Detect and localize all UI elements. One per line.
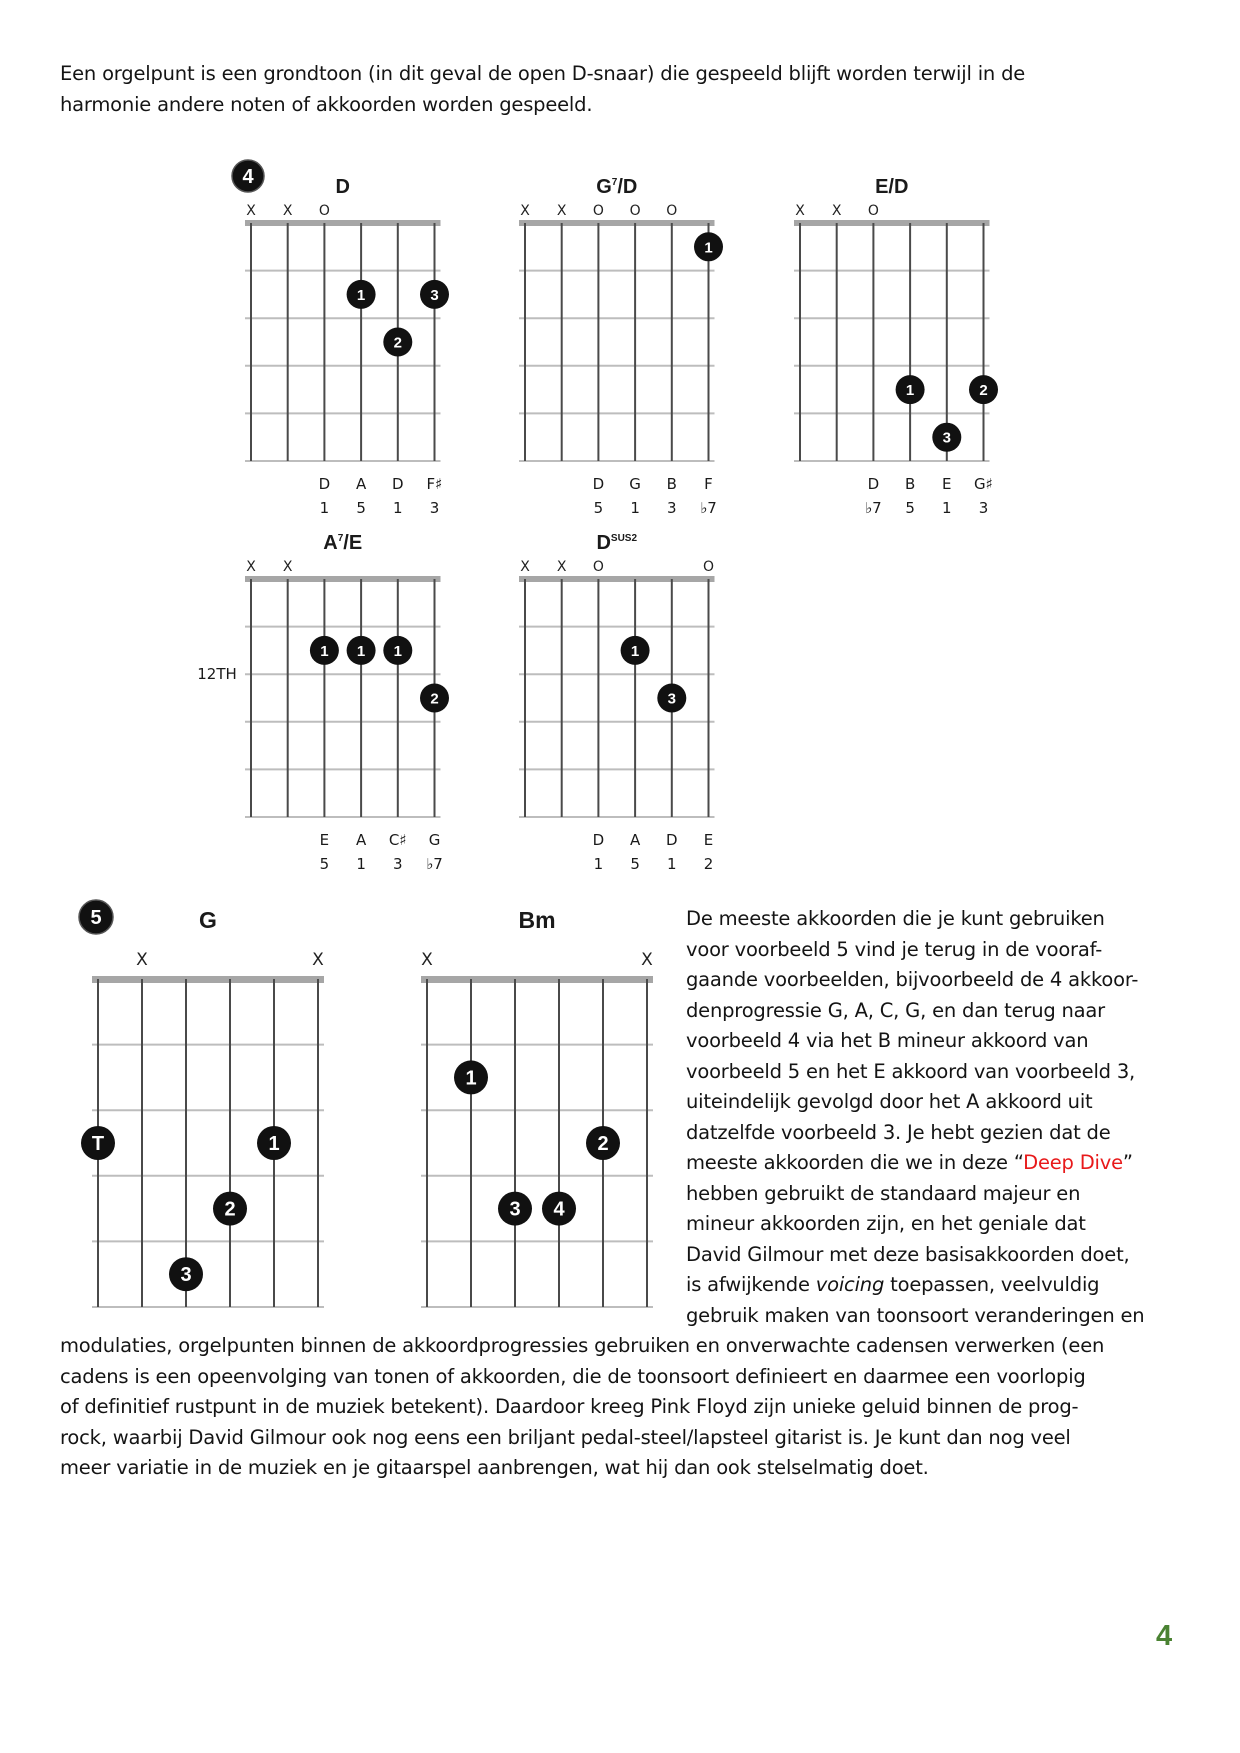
nut (519, 576, 715, 582)
bottom-line: rock, waarbij David Gilmour ook nog eens een briljant pedal-steel/lapsteel gitarist is. Je kunt dan nog veel (60, 1425, 1071, 1449)
side-line: voorbeeld 5 en het E akkoord van voorbeeld 3, (686, 1059, 1136, 1083)
chord-diagram (81, 907, 324, 1320)
finger-dot (213, 1192, 247, 1226)
chord-diagram (245, 176, 449, 517)
finger-number: 1 (630, 642, 640, 660)
muted-string-marker: X (795, 203, 805, 219)
note-name: B (904, 475, 916, 493)
finger-number: 1 (905, 382, 915, 400)
text-run: ” (1122, 1151, 1133, 1174)
note-name: D (592, 475, 605, 493)
finger-number: 2 (979, 382, 988, 400)
finger-dot (896, 375, 925, 404)
interval-degree: ♭7 (426, 855, 443, 873)
muted-string-marker: X (641, 950, 653, 970)
side-line: gaande voorbeelden, bijvoorbeeld de 4 akkoor- (686, 968, 1139, 991)
finger-number: T (91, 1133, 105, 1155)
chord-name (518, 907, 555, 933)
side-line: hebben gebruikt de standaard majeur en (686, 1181, 1081, 1205)
finger-dot (383, 328, 412, 357)
finger-number: 1 (268, 1133, 280, 1155)
finger-dot (586, 1126, 620, 1160)
side-line: De meeste akkoorden die je kunt gebruiken (686, 907, 1105, 930)
note-name: F (704, 475, 713, 493)
chord-superscript: 7 (611, 177, 618, 188)
interval-degree: 5 (905, 499, 915, 517)
finger-dot (420, 280, 449, 309)
side-line: uiteindelijk gevolgd door het A akkoord uit (686, 1090, 1093, 1113)
finger-dot (347, 280, 376, 309)
muted-string-marker: X (282, 559, 293, 575)
open-string-marker: O (592, 559, 604, 575)
chord-root: Bm (518, 907, 556, 933)
finger-number: 2 (430, 690, 439, 708)
chord-diagram (519, 532, 715, 873)
open-string-marker: O (629, 203, 641, 219)
finger-dot (169, 1257, 203, 1291)
finger-dot (383, 636, 412, 665)
side-line: gebruik maken van toonsoort veranderingen en (686, 1303, 1145, 1327)
badge-number: 4 (242, 166, 254, 188)
bottom-line: cadens is een opeenvolging van tonen of akkoorden, die de toonsoort definieert en daarmee een voorlopig (60, 1364, 1086, 1388)
nut (519, 220, 715, 226)
note-name: G (629, 475, 641, 493)
interval-degree: 1 (942, 499, 952, 517)
chord-root: G (199, 907, 217, 933)
muted-string-marker: X (421, 950, 433, 970)
example-badge (232, 160, 264, 192)
bottom-line: meer variatie in de muziek en je gitaarspel aanbrengen, wat hij dan ook stelselmatig doet. (60, 1456, 929, 1479)
chord-bass: /E (343, 532, 363, 554)
bottom-line: modulaties, orgelpunten binnen de akkoordprogressies gebruiken en onverwachte cadensen verwerken (een (60, 1334, 1105, 1357)
text-run: toepassen, veelvuldig (884, 1273, 1100, 1296)
note-name: D (318, 475, 331, 493)
note-name: E (703, 831, 714, 849)
finger-dot (969, 375, 998, 404)
finger-number: 2 (393, 334, 402, 352)
finger-number: 1 (465, 1067, 477, 1090)
muted-string-marker: X (246, 203, 256, 219)
chord-name (596, 176, 637, 198)
side-line: David Gilmour met deze basisakkoorden doet, (686, 1242, 1130, 1266)
side-paragraph (686, 904, 1186, 1331)
chord-diagram (421, 907, 653, 1320)
open-string-marker: O (666, 203, 678, 219)
note-name: G (428, 831, 441, 849)
muted-string-marker: X (520, 559, 530, 575)
interval-degree: 1 (667, 855, 677, 873)
finger-dot (81, 1126, 115, 1160)
finger-dot (657, 684, 686, 713)
fret-position-label: 12TH (197, 665, 237, 684)
interval-degree: 5 (356, 499, 366, 517)
finger-number: 3 (667, 690, 676, 708)
intro-line: Een orgelpunt is een grondtoon (in dit geval de open D-snaar) die gespeeld blijft worden terwijl in de (60, 62, 1026, 85)
chord-root: D (596, 532, 611, 554)
finger-number: 3 (942, 429, 951, 447)
nut (92, 976, 324, 983)
side-line: mineur akkoorden zijn, en het geniale dat (686, 1212, 1086, 1235)
muted-string-marker: X (556, 203, 567, 219)
finger-number: 3 (430, 286, 439, 304)
interval-degree: 3 (429, 499, 440, 517)
note-name: D (666, 831, 678, 849)
muted-string-marker: X (556, 559, 567, 575)
badge-number: 5 (90, 907, 102, 929)
finger-dot (454, 1060, 488, 1094)
chord-superscript: 7 (337, 533, 344, 544)
side-line-voicing (686, 1270, 1186, 1301)
muted-string-marker: X (246, 559, 256, 575)
chord-name (875, 176, 908, 198)
interval-degree: 2 (703, 855, 714, 873)
interval-degree: ♭7 (865, 499, 882, 517)
interval-degree: 5 (630, 855, 640, 873)
interval-degree: 1 (319, 499, 330, 517)
text-run: meeste akkoorden die we in deze “ (686, 1151, 1024, 1174)
chord-diagram (197, 532, 449, 873)
chord-name (336, 176, 350, 198)
finger-dot (310, 636, 339, 665)
chord-root: G (596, 176, 612, 198)
finger-dot (542, 1192, 576, 1226)
interval-degree: 1 (356, 855, 366, 873)
open-string-marker: O (592, 203, 604, 219)
interval-degree: 3 (978, 499, 989, 517)
chord-name (596, 532, 637, 554)
nut (245, 220, 441, 226)
finger-number: 3 (509, 1198, 521, 1221)
note-name: A (629, 831, 641, 849)
finger-dot (420, 684, 449, 713)
open-string-marker: O (702, 559, 715, 575)
voicing-italic: voicing (815, 1273, 885, 1296)
finger-number: 4 (553, 1198, 565, 1221)
side-line-deep-dive (686, 1148, 1186, 1179)
note-name: B (666, 475, 677, 493)
side-line: denprogressie G, A, C, G, en dan terug naar (686, 998, 1106, 1022)
open-string-marker: O (867, 203, 879, 219)
nut (421, 976, 653, 983)
finger-dot (257, 1126, 291, 1160)
intro-line: harmonie andere noten of akkoorden worden gespeeld. (60, 92, 593, 116)
finger-number: 3 (180, 1264, 192, 1287)
note-name: E (319, 831, 330, 849)
chord-superscript: SUS2 (610, 533, 638, 544)
finger-dot (347, 636, 376, 665)
chord-diagram (794, 176, 998, 517)
finger-number: 1 (704, 239, 713, 257)
side-line: voorbeeld 4 via het B mineur akkoord van (686, 1029, 1089, 1052)
finger-number: 1 (356, 642, 366, 660)
nut (245, 576, 441, 582)
chord-name (199, 907, 217, 933)
note-name: E (942, 475, 952, 493)
finger-number: 1 (393, 642, 402, 660)
interval-degree: 1 (593, 855, 604, 873)
finger-dot (694, 232, 723, 261)
open-string-marker: O (318, 203, 330, 219)
bottom-line: of definitief rustpunt in de muziek betekent). Daardoor kreeg Pink Floyd zijn unieke geluid binnen de prog- (60, 1395, 1079, 1418)
note-name: D (592, 831, 605, 849)
finger-dot (498, 1192, 532, 1226)
note-name: A (355, 475, 367, 493)
chord-root: E/D (875, 176, 909, 198)
chord-root: A (323, 532, 338, 554)
side-line: datzelfde voorbeeld 3. Je hebt gezien dat de (686, 1120, 1111, 1144)
interval-degree: ♭7 (700, 499, 717, 517)
muted-string-marker: X (282, 203, 293, 219)
finger-dot (621, 636, 650, 665)
note-name: C♯ (388, 831, 407, 849)
note-name: F♯ (426, 475, 443, 493)
interval-degree: 1 (393, 499, 403, 517)
interval-degree: 3 (393, 855, 403, 873)
page-number: 4 (1156, 1620, 1173, 1652)
muted-string-marker: X (136, 950, 148, 970)
side-line: voor voorbeeld 5 vind je terug in de vooraf- (686, 937, 1103, 961)
deep-dive-highlight: Deep Dive (1023, 1151, 1123, 1174)
finger-number: 2 (597, 1133, 609, 1155)
muted-string-marker: X (312, 950, 324, 970)
finger-dot (932, 423, 961, 452)
note-name: G♯ (974, 475, 993, 493)
text-run: is afwijkende (686, 1273, 816, 1296)
interval-degree: 3 (667, 499, 677, 517)
finger-number: 2 (224, 1198, 236, 1221)
finger-number: 1 (320, 642, 329, 660)
bottom-paragraph (60, 1331, 1190, 1484)
muted-string-marker: X (831, 203, 842, 219)
interval-degree: 5 (593, 499, 604, 517)
interval-degree: 1 (630, 499, 640, 517)
interval-degree: 5 (319, 855, 330, 873)
finger-number: 1 (356, 286, 366, 304)
note-name: D (392, 475, 404, 493)
chord-root: D (335, 176, 350, 198)
chord-diagram (519, 176, 723, 517)
nut (794, 220, 990, 226)
muted-string-marker: X (520, 203, 530, 219)
chord-bass: /D (617, 176, 638, 198)
example-badge (79, 900, 113, 934)
note-name: A (355, 831, 367, 849)
chord-name (323, 532, 362, 554)
note-name: D (867, 475, 880, 493)
